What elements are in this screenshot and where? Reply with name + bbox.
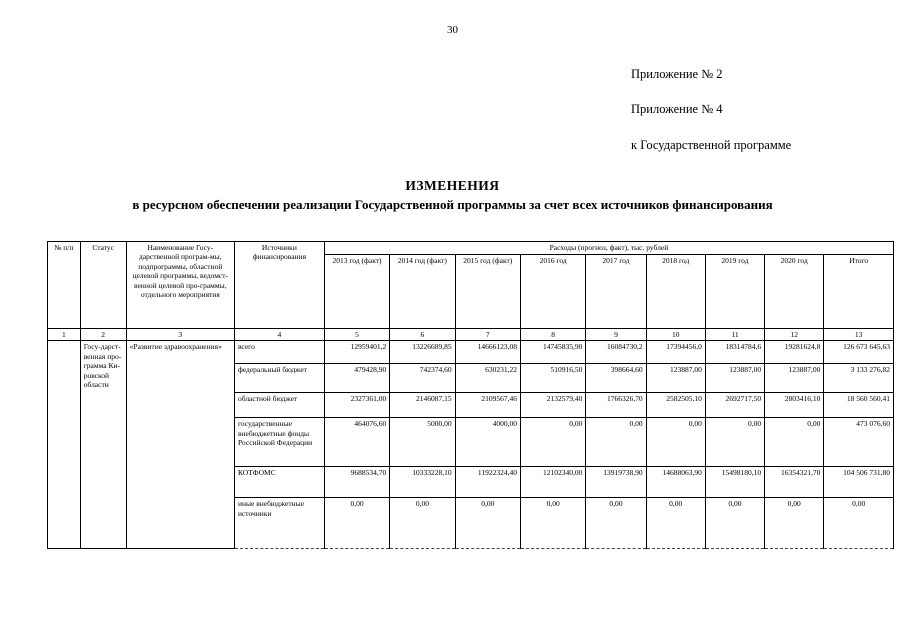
value-cell: 0,00 [520, 418, 585, 467]
value-cell: 18314784,6 [705, 341, 764, 364]
appendix-line-3: к Государственной программе [631, 138, 792, 152]
document-title: ИЗМЕНЕНИЯ [405, 178, 500, 193]
header-year: 2020 год [765, 255, 824, 329]
col-number: 3 [126, 329, 234, 341]
value-cell: 2692717,50 [705, 393, 764, 418]
header-year: 2014 год (факт) [390, 255, 455, 329]
value-cell: 14745835,90 [520, 341, 585, 364]
value-cell: 630231,22 [455, 364, 520, 393]
col-number: 5 [324, 329, 389, 341]
source-cell: областной бюджет [234, 393, 324, 418]
value-cell: 0,00 [646, 498, 705, 549]
header-name: Наименование Госу-дарственной програм-мы, подпрограммы, областной целевой программы, ведомст-венной целевой про-граммы, отдельного мероприятия [126, 242, 234, 329]
value-cell: 0,00 [390, 498, 455, 549]
resource-table [47, 241, 894, 549]
header-expenses: Расходы (прогноз, факт), тыс. рублей [324, 242, 893, 255]
col-number: 1 [48, 329, 81, 341]
col-number: 9 [586, 329, 646, 341]
source-cell: всего [234, 341, 324, 364]
appendix-line-1: Приложение № 2 [631, 67, 723, 81]
col-number: 6 [390, 329, 455, 341]
value-cell: 398664,60 [586, 364, 646, 393]
value-cell: 2803416,10 [765, 393, 824, 418]
value-cell: 11922324,40 [455, 467, 520, 498]
total-cell: 104 506 731,80 [824, 467, 894, 498]
value-cell: 0,00 [455, 498, 520, 549]
value-cell: 19281624,8 [765, 341, 824, 364]
header-num: № п/п [48, 242, 81, 329]
source-cell: государственные внебюджетные фонды Российской Федерации [234, 418, 324, 467]
row-num-cell [48, 341, 81, 549]
value-cell: 0,00 [586, 498, 646, 549]
source-cell: иные внебюджетные источники [234, 498, 324, 549]
header-row [48, 242, 894, 255]
value-cell: 0,00 [765, 418, 824, 467]
value-cell: 0,00 [705, 498, 764, 549]
status-cell: Госу-дарст-венная про-грамма Ки-ровской области [80, 341, 126, 549]
value-cell: 14666123,08 [455, 341, 520, 364]
header-total: Итого [824, 255, 894, 329]
value-cell: 17394456,0 [646, 341, 705, 364]
col-number: 13 [824, 329, 894, 341]
value-cell: 16084730,2 [586, 341, 646, 364]
col-number: 7 [455, 329, 520, 341]
header-year: 2019 год [705, 255, 764, 329]
program-name-cell: «Развитие здравоохранения» [126, 341, 234, 549]
value-cell: 479428,90 [324, 364, 389, 393]
value-cell: 12102340,00 [520, 467, 585, 498]
appendix-line-2: Приложение № 4 [631, 102, 723, 116]
col-number: 2 [80, 329, 126, 341]
header-year: 2017 год [586, 255, 646, 329]
col-number: 4 [234, 329, 324, 341]
header-year: 2018 год [646, 255, 705, 329]
value-cell: 2582505,10 [646, 393, 705, 418]
value-cell: 0,00 [324, 498, 389, 549]
value-cell: 0,00 [520, 498, 585, 549]
value-cell: 14688063,90 [646, 467, 705, 498]
total-cell: 3 133 276,82 [824, 364, 894, 393]
header-sources: Источники финансирования [234, 242, 324, 329]
value-cell: 13919738,90 [586, 467, 646, 498]
value-cell: 4000,00 [455, 418, 520, 467]
value-cell: 123887,00 [705, 364, 764, 393]
value-cell: 15498180,10 [705, 467, 764, 498]
header-status: Статус [80, 242, 126, 329]
value-cell: 13226689,85 [390, 341, 455, 364]
column-numbers-row [48, 329, 894, 341]
value-cell: 2109567,46 [455, 393, 520, 418]
table-row [48, 341, 894, 364]
value-cell: 0,00 [646, 418, 705, 467]
value-cell: 2327361,00 [324, 393, 389, 418]
value-cell: 9688534,70 [324, 467, 389, 498]
value-cell: 123887,00 [646, 364, 705, 393]
value-cell: 0,00 [586, 418, 646, 467]
header-year: 2016 год [520, 255, 585, 329]
document-subtitle: в ресурсном обеспечении реализации Государственной программы за счет всех источников финансирования [132, 197, 773, 212]
total-cell: 0,00 [824, 498, 894, 549]
value-cell: 510916,50 [520, 364, 585, 393]
value-cell: 16354321,70 [765, 467, 824, 498]
col-number: 11 [705, 329, 764, 341]
value-cell: 464076,60 [324, 418, 389, 467]
total-cell: 473 076,60 [824, 418, 894, 467]
col-number: 12 [765, 329, 824, 341]
value-cell: 0,00 [765, 498, 824, 549]
value-cell: 5000,00 [390, 418, 455, 467]
col-number: 8 [520, 329, 585, 341]
value-cell: 2132579,40 [520, 393, 585, 418]
col-number: 10 [646, 329, 705, 341]
value-cell: 12959401,2 [324, 341, 389, 364]
total-cell: 126 673 645,63 [824, 341, 894, 364]
value-cell: 742374,60 [390, 364, 455, 393]
page-number: 30 [447, 24, 458, 36]
header-year: 2015 год (факт) [455, 255, 520, 329]
total-cell: 18 560 560,41 [824, 393, 894, 418]
source-cell: КОТФОМС [234, 467, 324, 498]
value-cell: 123887,00 [765, 364, 824, 393]
header-year: 2013 год (факт) [324, 255, 389, 329]
value-cell: 10333228,10 [390, 467, 455, 498]
value-cell: 1766326,70 [586, 393, 646, 418]
value-cell: 2146087,15 [390, 393, 455, 418]
source-cell: федеральный бюджет [234, 364, 324, 393]
value-cell: 0,00 [705, 418, 764, 467]
